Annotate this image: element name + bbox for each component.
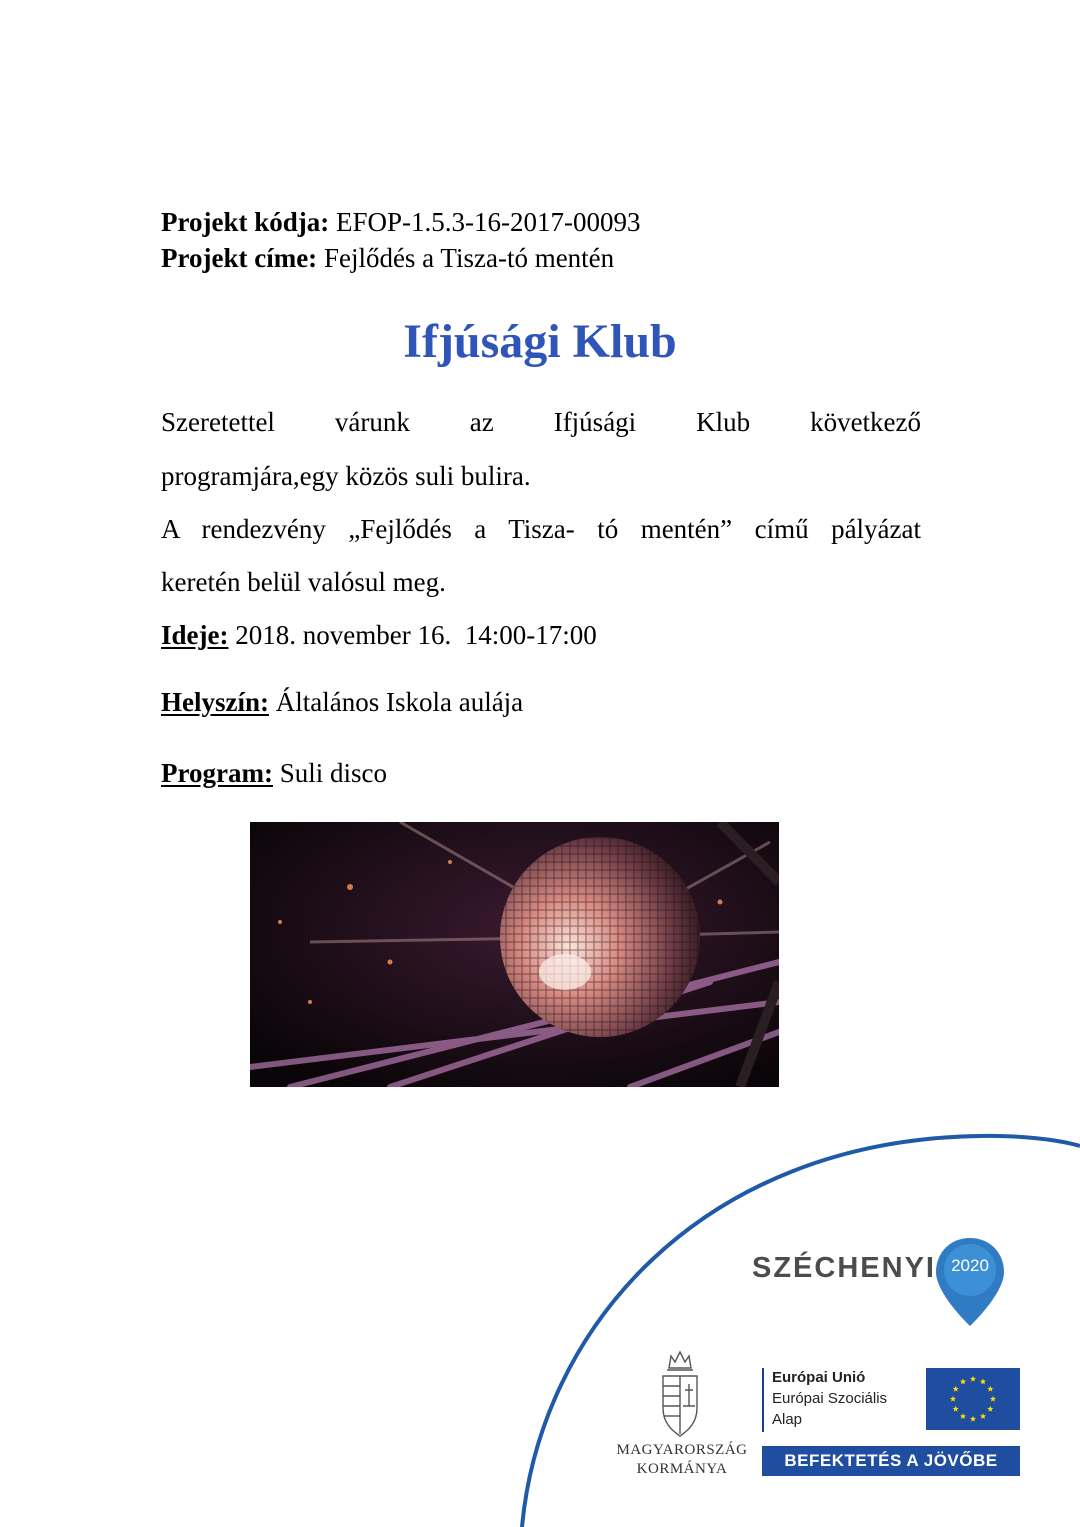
intro-word: A bbox=[161, 514, 180, 544]
project-title-value: Fejlődés a Tisza-tó mentén bbox=[323, 243, 615, 273]
intro-line-4: keretén belül valósul meg. bbox=[161, 567, 446, 597]
intro-word: az bbox=[469, 407, 494, 437]
eu-fund-line-1: Európai Szociális bbox=[772, 1390, 888, 1407]
disco-ball-photo bbox=[250, 822, 779, 1087]
time-label: Ideje: bbox=[161, 620, 229, 650]
government-name-line-1: MAGYARORSZÁG bbox=[616, 1442, 748, 1458]
place-line bbox=[161, 687, 523, 718]
intro-word: „Fejlődés bbox=[348, 514, 452, 544]
intro-line-3 bbox=[161, 514, 921, 545]
szechenyi-year: 2020 bbox=[951, 1256, 989, 1275]
project-title-line bbox=[161, 243, 614, 274]
project-title-label: Projekt címe: bbox=[161, 243, 318, 273]
program-line bbox=[161, 758, 387, 789]
intro-word: mentén” bbox=[640, 514, 733, 544]
intro-word: következő bbox=[810, 407, 922, 437]
intro-word: Szeretettel bbox=[161, 407, 275, 437]
time-value: 2018. november 16. 14:00-17:00 bbox=[235, 620, 597, 650]
intro-line-1 bbox=[161, 407, 921, 438]
intro-word: pályázat bbox=[831, 514, 922, 544]
invest-banner: BEFEKTETÉS A JÖVŐBE bbox=[762, 1446, 1020, 1476]
place-label: Helyszín: bbox=[161, 687, 269, 717]
project-code-value: EFOP-1.5.3-16-2017-00093 bbox=[336, 207, 641, 237]
intro-word: Klub bbox=[696, 407, 751, 437]
intro-word: tó bbox=[597, 514, 619, 544]
intro-word: várunk bbox=[334, 407, 410, 437]
intro-word: Ifjúsági bbox=[553, 407, 637, 437]
page-title: Ifjúsági Klub bbox=[403, 315, 677, 368]
intro-word: rendezvény bbox=[201, 514, 326, 544]
time-line bbox=[161, 620, 597, 651]
program-label: Program: bbox=[161, 758, 273, 788]
program-value: Suli disco bbox=[279, 758, 387, 788]
intro-word: című bbox=[754, 514, 809, 544]
intro-line-2: programjára,egy közös suli bulira. bbox=[161, 461, 531, 491]
intro-word: Tisza- bbox=[508, 514, 575, 544]
project-code-line bbox=[161, 207, 641, 238]
hungarian-coat-of-arms-icon bbox=[655, 1350, 705, 1438]
eu-divider bbox=[762, 1368, 764, 1432]
intro-word: a bbox=[474, 514, 487, 544]
project-code-label: Projekt kódja: bbox=[161, 207, 330, 237]
szechenyi-logo-text: SZÉCHENYI bbox=[752, 1252, 936, 1284]
eu-name: Európai Unió bbox=[772, 1369, 866, 1386]
eu-fund-line-2: Alap bbox=[772, 1411, 803, 1428]
eu-flag-icon bbox=[926, 1368, 1020, 1430]
place-value: Általános Iskola aulája bbox=[275, 687, 524, 717]
location-pin-icon bbox=[934, 1236, 1006, 1328]
government-name-line-2: KORMÁNYA bbox=[636, 1461, 728, 1477]
